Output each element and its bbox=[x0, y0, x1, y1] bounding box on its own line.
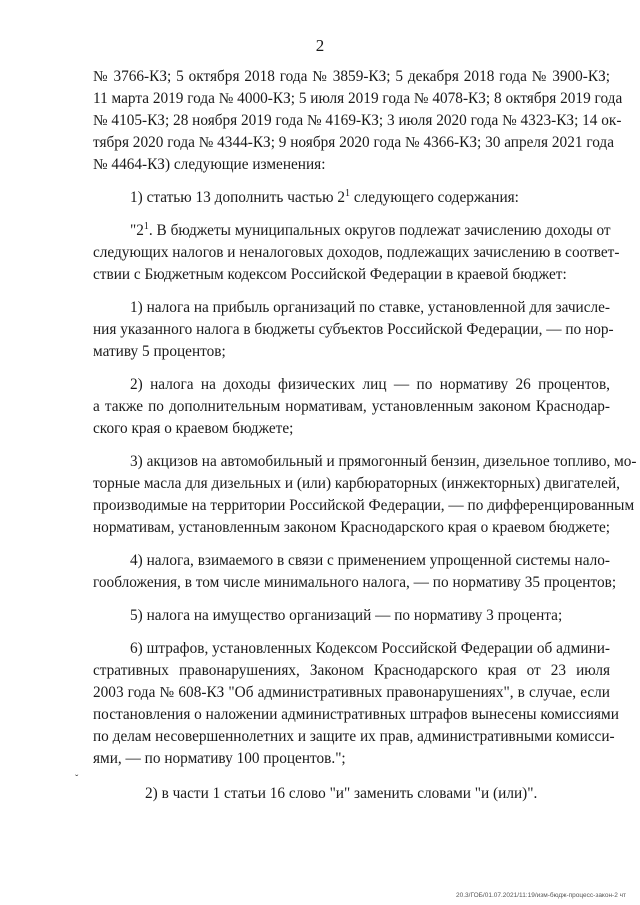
subitem-1 bbox=[93, 297, 614, 363]
text-line bbox=[93, 220, 610, 242]
text-line: следующих налогов и неналоговых доходов, подлежащих зачислению в соответ- bbox=[93, 244, 620, 261]
text-line: мативу 5 процентов; bbox=[93, 343, 226, 360]
text-line: 6) штрафов, установленных Кодексом Российской Федерации об админи- bbox=[130, 640, 610, 657]
text-line: 4) налога, взимаемого в связи с применением упрощенной системы нало- bbox=[130, 552, 610, 569]
quote-paragraph bbox=[93, 220, 620, 286]
text-line: стративных правонарушениях, Законом Краснодарского края от 23 июля bbox=[93, 662, 610, 679]
quote-line-1: . В бюджеты муниципальных округов подлежат зачислению доходы от bbox=[148, 222, 611, 239]
text-line: 11 марта 2019 года № 4000-КЗ; 5 июля 2019 года № 4078-КЗ; 8 октября 2019 года bbox=[93, 90, 623, 107]
subitem-5 bbox=[93, 605, 610, 627]
text-line: ния указанного налога в бюджеты субъектов Российской Федерации, — по нор- bbox=[93, 321, 614, 338]
page-number: 2 bbox=[315, 36, 325, 55]
text-line: 3) акцизов на автомобильный и прямогонный бензин, дизельное топливо, мо- bbox=[130, 453, 637, 470]
subitem-4 bbox=[93, 550, 617, 594]
footer-file-code: 20.3/ГОБ/01.07.2021/11:19/изм-бюдж-процесс-закон-2 чт bbox=[455, 892, 626, 899]
document-body bbox=[93, 66, 637, 805]
text-line: ями, — по нормативу 100 процентов."; bbox=[93, 750, 346, 767]
item-1-text: 1) статью 13 дополнить частью 2 bbox=[130, 189, 346, 206]
intro-paragraph bbox=[93, 66, 623, 176]
item-2 bbox=[93, 783, 610, 805]
text-line: постановления о наложении административных штрафов вынесены комиссиями bbox=[93, 706, 619, 723]
text-line: нормативам, установленным законом Краснодарского края о краевом бюджете; bbox=[93, 519, 610, 536]
subitem-6 bbox=[93, 638, 619, 770]
superscript: 1 bbox=[143, 221, 149, 232]
text-line: ствии с Бюджетным кодексом Российской Федерации в краевой бюджет: bbox=[93, 266, 567, 283]
text-line: № 3766-КЗ; 5 октября 2018 года № 3859-КЗ; 5 декабря 2018 года № 3900-КЗ; bbox=[93, 68, 610, 85]
text-line: 2003 года № 608-КЗ "Об административных правонарушениях", в случае, если bbox=[93, 684, 610, 701]
scan-mark: ˇ bbox=[75, 774, 79, 785]
subitem-3 bbox=[93, 451, 637, 539]
superscript: 1 bbox=[345, 188, 351, 199]
text-line: 5) налога на имущество организаций — по нормативу 3 процента; bbox=[130, 607, 563, 624]
text-line: гообложения, в том числе минимального налога, — по нормативу 35 процентов; bbox=[93, 574, 617, 591]
text-line: по делам несовершеннолетних и защите их прав, административными комисси- bbox=[93, 728, 615, 745]
text-line: производимые на территории Российской Федерации, — по дифференцированным bbox=[93, 497, 635, 514]
text-line: тября 2020 года № 4344-КЗ; 9 ноября 2020 года № 4366-КЗ; 30 апреля 2021 года bbox=[93, 134, 614, 151]
item-1 bbox=[93, 187, 610, 209]
quote-start: "2 bbox=[130, 222, 144, 239]
text-line: 1) налога на прибыль организаций по ставке, установленной для зачисле- bbox=[130, 299, 611, 316]
text-line: а также по дополнительным нормативам, установленным законом Краснодар- bbox=[93, 398, 610, 415]
item-1-text-end: следующего содержания: bbox=[350, 189, 519, 206]
text-line: торные масла для дизельных и (или) карбюраторных (инжекторных) двигателей, bbox=[93, 475, 620, 492]
text-line: 2) налога на доходы физических лиц — по нормативу 26 процентов, bbox=[130, 376, 610, 393]
text-line: № 4464-КЗ) следующие изменения: bbox=[93, 156, 326, 173]
text-line: 2) в части 1 статьи 16 слово "и" заменить словами "и (или)". bbox=[145, 785, 538, 802]
text-line: № 4105-КЗ; 28 ноября 2019 года № 4169-КЗ; 3 июля 2020 года № 4323-КЗ; 14 ок- bbox=[93, 112, 622, 129]
text-line: ского края о краевом бюджете; bbox=[93, 420, 294, 437]
subitem-2 bbox=[93, 374, 610, 440]
